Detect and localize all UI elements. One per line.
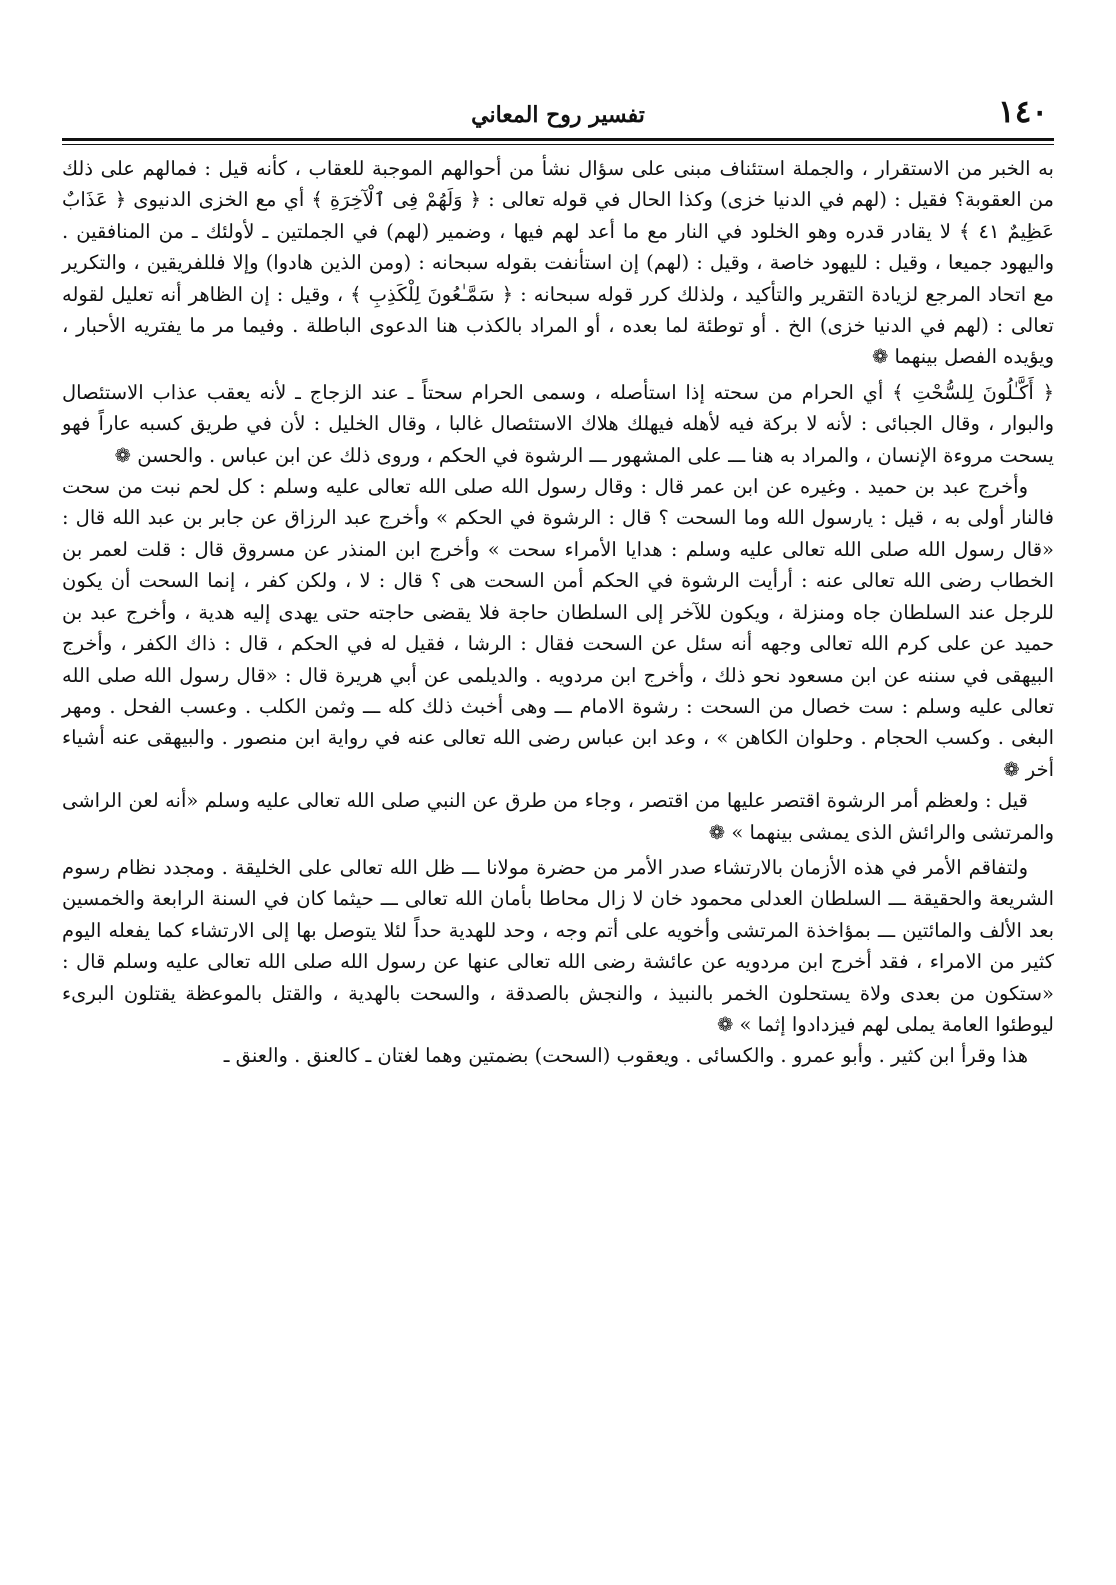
page-header (62, 92, 1054, 141)
paragraph: هذا وقرأ ابن كثير . وأبو عمرو . والكسائى . ويعقوب (السحت) بضمتين وهما لغتان ـ كالعنق . والعنق ـ (223, 1044, 1028, 1068)
paragraph: ولتفاقم الأمر في هذه الأزمان بالارتشاء صدر الأمر من حضرة مولانا ـــ ظل الله تعالى على الخليقة . ومجدد نظام رسوم الشريعة والحقيقة ـــ السلطان العدلى محمود خان لا زال محاطا بأمان الله تعالى ـــ حيثما كان في السنة الرابعة والخمسين بعد الألف والمائتين ـــ بمؤاخذة المرتشى وأخويه على أتم وجه ، وحد للهدية حداً لئلا يتوصل بها إلى الارتشاء كما يفعله اليوم كثير من الامراء ، فقد أخرج ابن مردويه عن عائشة رضى الله تعالى عنها عن رسول الله صلى الله تعالى عليه وسلم قال : «ستكون من بعدى ولاة يستحلون الخمر بالنبيذ ، والنجش بالصدقة ، والسحت بالهدية ، والقتل بالموعظة يقتلون البرىء ليوطئوا العامة يملى لهم فيزدادوا إثما » ❁ (62, 855, 1054, 1036)
page-number: ١٤٠ (998, 94, 1048, 130)
paragraph: قيل : ولعظم أمر الرشوة اقتصر عليها من اقتصر ، وجاء من طرق عن النبي صلى الله تعالى عليه وسلم «أنه لعن الراشى والمرتشى والرائش الذى يمشى بينهما » ❁ (62, 789, 1054, 844)
paragraph: به الخبر من الاستقرار ، والجملة استئناف مبنى على سؤال نشأ من أحوالهم الموجبة للعقاب ، كأنه قيل : فمالهم على ذلك من العقوبة؟ فقيل : (لهم في الدنيا خزى) وكذا الحال في قوله تعالى : ﴿ وَلَهُمْ فِى ٱلْآخِرَةِ ﴾ أي مع الخزى الدنيوى ﴿ عَذَابٌ عَظِيمٌ ٤١ ﴾ لا يقادر قدره وهو الخلود في النار مع ما أعد لهم فيها ، وضمير (لهم) في الجملتين ـ لأولئك ـ من المنافقين . واليهود جميعا ، وقيل : لليهود خاصة ، وقيل : (لهم) إن استأنفت بقوله سبحانه : (ومن الذين هادوا) وإلا فللفريقين ، والتكرير مع اتحاد المرجع لزيادة التقرير والتأكيد ، ولذلك كرر قوله سبحانه : ﴿ سَمَّـٰعُونَ لِلْكَذِبِ ﴾ ، وقيل : إن الظاهر أنه تعليل لقوله تعالى : (لهم في الدنيا خزى) الخ . أو توطئة لما بعده ، أو المراد بالكذب هنا الدعوى الباطلة . وفيما مر ما يفتريه الأحبار ، ويؤيده الفصل بينهما ❁ (62, 157, 1054, 369)
running-title: تفسير روح المعاني (471, 102, 645, 128)
paragraph: ﴿ أَكَّـٰلُونَ لِلسُّحْتِ ﴾ أي الحرام من سحته إذا استأصله ، وسمى الحرام سحتاً ـ عند الزجاج ـ لأنه يعقب عذاب الاستئصال والبوار ، وقال الجبائى : لأنه لا بركة فيه لأهله فيهلك هلاك الاستئصال غالبا ، وقال الخليل : لأن في طريق كسبه عاراً فهو يسحت مروءة الإنسان ، والمراد به هنا ـــ على المشهور ـــ الرشوة في الحكم ، وروى ذلك عن ابن عباس . والحسن ❁ (62, 380, 1054, 467)
book-page (62, 92, 1054, 1492)
body-text (62, 153, 1054, 1072)
paragraph: وأخرج عبد بن حميد . وغيره عن ابن عمر قال : وقال رسول الله صلى الله تعالى عليه وسلم : كل لحم نبت من سحت فالنار أولى به ، قيل : يارسول الله وما السحت ؟ قال : الرشوة في الحكم » وأخرج عبد الرزاق عن جابر بن عبد الله قال : «قال رسول الله صلى الله تعالى عليه وسلم : هدايا الأمراء سحت » وأخرج ابن المنذر عن مسروق قال : قلت لعمر بن الخطاب رضى الله تعالى عنه : أرأيت الرشوة في الحكم أمن السحت هى ؟ قال : لا ، ولكن كفر ، إنما السحت أن يكون للرجل عند السلطان جاه ومنزلة ، ويكون للآخر إلى السلطان حاجة فلا يقضى حاجته حتى يهدى إليه هدية ، وأخرج عبد بن حميد عن على كرم الله تعالى وجهه أنه سئل عن السحت فقال : الرشا ، فقيل له في الحكم ، قال : ذاك الكفر ، وأخرج البيهقى في سننه عن ابن مسعود نحو ذلك ، وأخرج ابن مردويه . والديلمى عن أبي هريرة قال : «قال رسول الله صلى الله تعالى عليه وسلم : ست خصال من السحت : رشوة الامام ـــ وهى أخبث ذلك كله ـــ وثمن الكلب . وعسب الفحل . ومهر البغى . وكسب الحجام . وحلوان الكاهن » ، وعد ابن عباس رضى الله تعالى عنه في رواية ابن منصور . والبيهقى عنه أشياء أخر ❁ (62, 475, 1054, 781)
